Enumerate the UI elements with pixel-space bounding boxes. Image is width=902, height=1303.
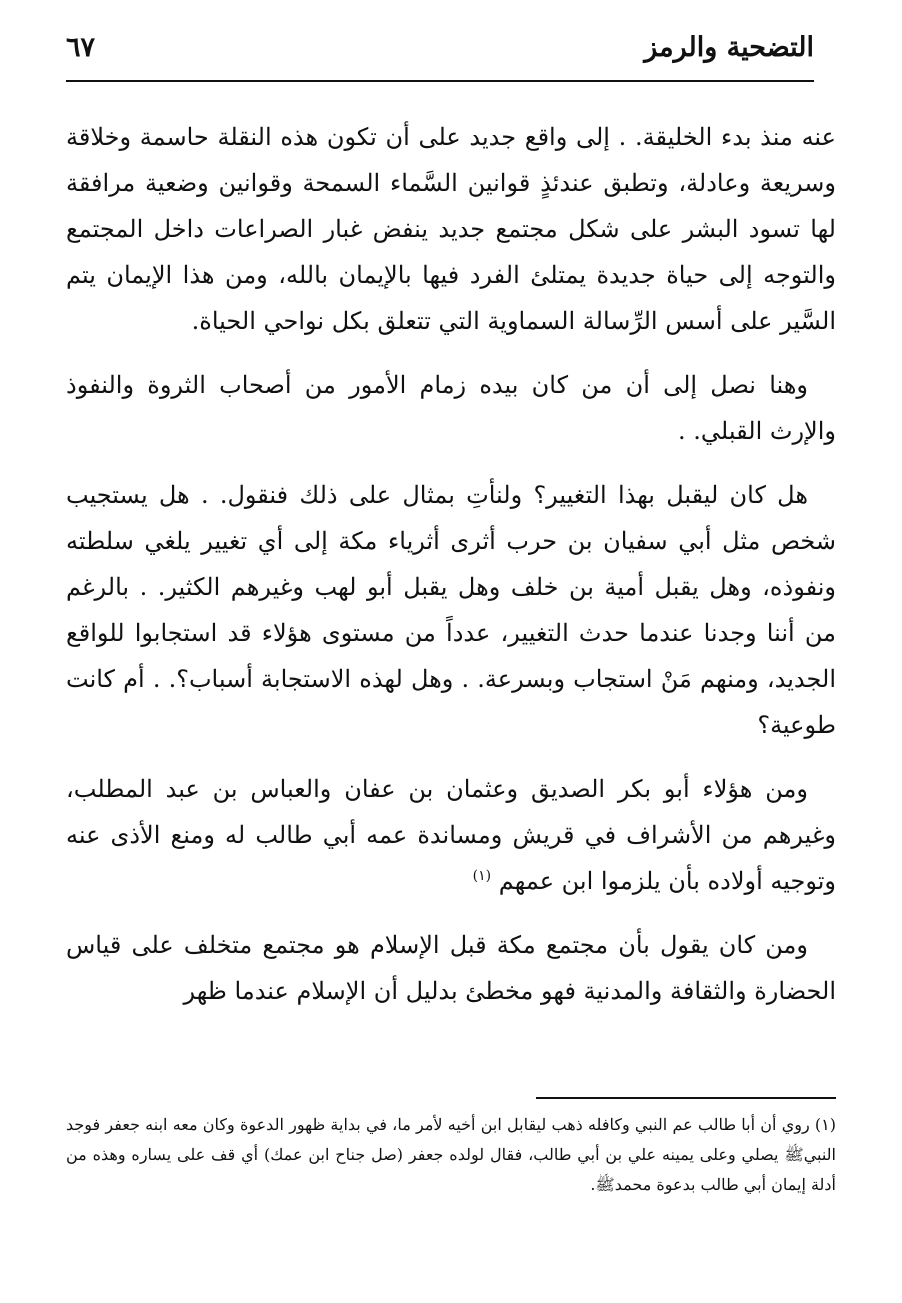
paragraph-3: هل كان ليقبل بهذا التغيير؟ ولنأتِ بمثال على ذلك فنقول. . هل يستجيب شخص مثل أبي سفيان بن حرب أثرى أثرياء مكة إلى أي تغيير يلغي سلطته ونفوذه، وهل يقبل أمية بن خلف وهل يقبل أبو لهب وغيرهم الكثير. . بالرغم من أننا وجدنا عندما حدث التغيير، عدداً من مستوى هؤلاء قد استجابوا للواقع الجديد، ومنهم مَنْ استجاب وبسرعة. . وهل لهذه الاستجابة أسباب؟. . أم كانت طوعية؟ xyxy=(66,481,836,739)
paragraph-4-text: ومن هؤلاء أبو بكر الصديق وعثمان بن عفان والعباس بن عبد المطلب، وغيرهم من الأشراف في قريش ومساندة عمه أبي طالب له ومنع الأذى عنه وتوجيه أولاده بأن يلزموا ابن عمهم xyxy=(66,775,836,895)
running-title: التضحية والرمز xyxy=(644,32,814,63)
paragraph-1: عنه منذ بدء الخليقة. . إلى واقع جديد على أن تكون هذه النقلة حاسمة وخلاقة وسريعة وعادلة، وتطبق عندئذٍ قوانين السَّماء السمحة وقوانين وضعية مرافقة لها تسود البشر على شكل مجتمع جديد ينفض غبار الصراعات داخل المجتمع والتوجه إلى حياة جديدة يمتلئ الفرد فيها بالإيمان بالله، ومن هذا الإيمان يتم السَّير على أسس الرِّسالة السماوية التي تتعلق بكل نواحي الحياة. xyxy=(66,123,836,335)
footnote-divider xyxy=(536,1097,836,1099)
paragraph-2: وهنا نصل إلى أن من كان بيده زمام الأمور من أصحاب الثروة والنفوذ والإرث القبلي. . xyxy=(66,371,836,445)
body-text xyxy=(66,114,836,1032)
paragraph-4 xyxy=(66,766,836,904)
footnote-reference: (١) xyxy=(472,868,492,884)
footnote-1: (١) روي أن أبا طالب عم النبي وكافله ذهب ليقابل ابن أخيه لأمر ما، في بداية ظهور الدعوة وكان معه ابنه جعفر فوجد النبيﷺ يصلي وعلى يمينه علي بن أبي طالب، فقال لولده جعفر (صل جناح ابن عمك) أي قف على يساره وهذه من أدلة إيمان أبي طالب بدعوة محمدﷺ. xyxy=(66,1115,836,1194)
page-number: ٦٧ xyxy=(66,32,96,63)
running-header xyxy=(66,30,814,82)
footnotes xyxy=(66,1110,836,1200)
paragraph-5: ومن كان يقول بأن مجتمع مكة قبل الإسلام هو مجتمع متخلف على قياس الحضارة والثقافة والمدنية فهو مخطئ بدليل أن الإسلام عندما ظهر xyxy=(66,931,836,1005)
